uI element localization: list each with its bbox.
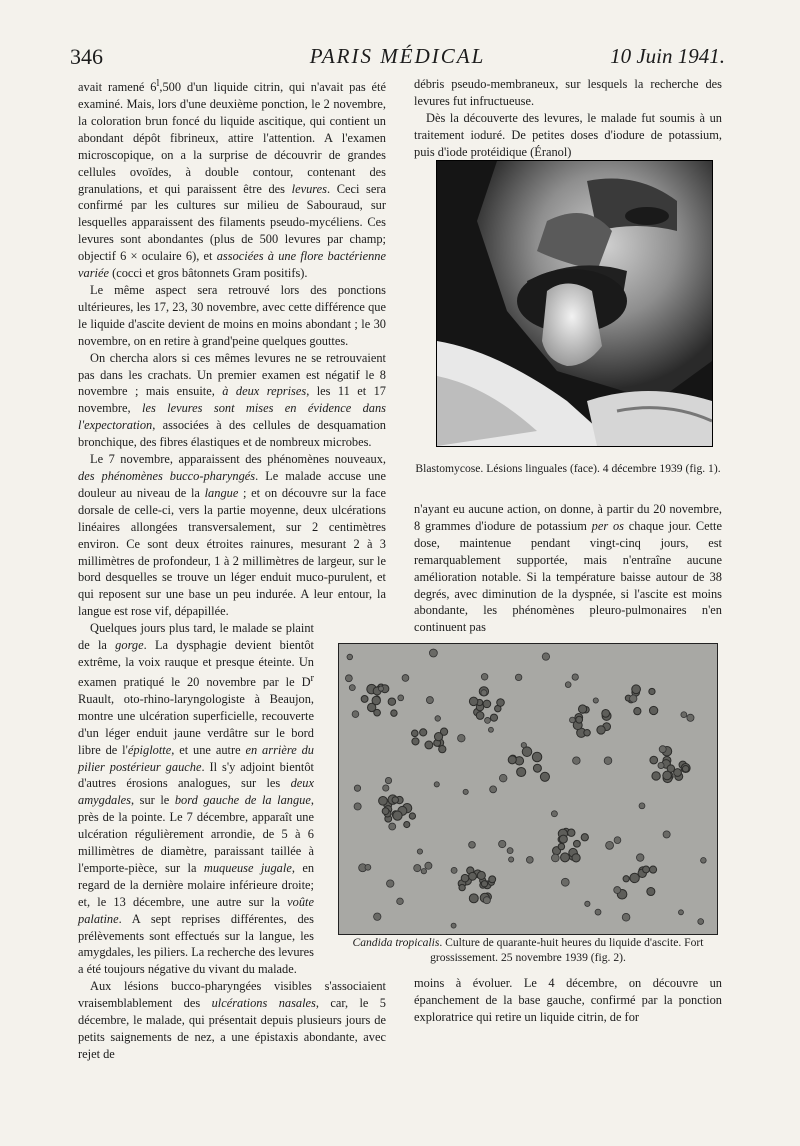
paragraph: moins à évoluer. Le 4 décembre, on découvre un épanchement de la base gauche, confirmé par la ponction exploratrice qui retire un liquide citrin, de for	[414, 976, 722, 1024]
issue-date: 10 Juin 1941.	[610, 44, 725, 68]
paragraph: Aux lésions bucco-pharyngées visibles s'associaient vraisemblablement des ulcérations nasales, car, le 5 décembre, le malade, qui présentait depuis plusieurs jours de petits saignements de nez, a une épistaxis abondante, avec rejet de	[78, 979, 386, 1061]
figure-1-photo	[436, 160, 713, 447]
right-column-bottom	[414, 975, 722, 1026]
figure-2-caption: Candida tropicalis. Culture de quarante-huit heures du liquide d'ascite. Fort grossissement. 25 novembre 1939 (fig. 2).	[352, 936, 704, 964]
paragraph: Le 7 novembre, apparaissent des phénomènes nouveaux, des phénomènes bucco-pharyngés. Le malade accuse une douleur au niveau de la langue ; et on découvre sur la face dorsale de celle-ci, vers la partie moyenne, deux ulcérations linéaires allongées transversalement, sur 2 centimètres environ. Ce sont deux étroites rainures, mesurant 2 à 3 millimètres de profondeur, 1 à 2 millimètres de largeur, sur le bord desquelles se trouve un léger enduit muco-purulent, et qui reposent sur une base un peu indurée. A leur entour, la langue est rose vif, dépapillée.	[78, 452, 386, 619]
figure-2-micrograph	[338, 643, 718, 935]
page-number: 346	[70, 44, 103, 69]
paragraph: Quelques jours plus tard, le malade se plaint de la gorge. La dysphagie devient bientôt extrême, la voix rauque et presque éteinte. Un examen pratiqué le 20 novembre par le $D^r$ Ruault, oto-rhino-laryngologiste à Beaujon, montre une ulcération superficielle, recouverte d'un léger enduit jaune verdâtre sur le bord libre de l'épiglotte, et une autre en arrière du pilier postérieur gauche. Il s'y adjoint bientôt d'autres érosions analogues, sur les deux amygdales, sur le bord gauche de la langue, près de la pointe. Le 7 décembre, apparaît une ulcération régulièrement arrondie, de 5 à 6 millimètres de diamètre, paraissant taillée à l'emporte-pièce, sur la muqueuse jugale, en regard de la dernière molaire inférieure droite; et, le 13 décembre, une autre sur la voûte palatine. A sept reprises différentes, des prélèvements sont effectués sur la langue, les amygdales, les piliers. La recherche des levures a été toujours négative du vivant du malade.	[78, 620, 386, 978]
paragraph: On chercha alors si ces mêmes levures ne se retrouvaient pas dans les crachats. Un premier examen est négatif le 8 novembre ; mais ensuite, à deux reprises, les 11 et 17 novembre, les levures sont mises en évidence dans l'expectoration, associées à des cellules de desquamation bronchique, des fibres élastiques et de nombreux microbes.	[78, 350, 387, 450]
paragraph: Le même aspect sera retrouvé lors des ponctions ultérieures, les 17, 23, 30 novembre, avec cette différence que le liquide d'ascite devient de moins en moins abondant ; le 30 novembre, on en retire à grand'peine quelques gouttes.	[78, 283, 386, 348]
figure-1-caption: Blastomycose. Lésions linguales (face). 4 décembre 1939 (fig. 1).	[415, 462, 721, 475]
patient-tongue-photo	[437, 161, 712, 446]
paragraph: n'ayant eu aucune action, on donne, à partir du 20 novembre, 8 grammes d'iodure de potassium per os chaque jour. Cette dose, maintenue pendant vingt-cinq jours, est remarquablement supportée, mais n'entraîne aucune amélioration notable. Si la température baisse autour de 38 degrés, avec diminution de la dyspnée, si l'ascite est moins abondante, les phénomènes pleuro-pulmonaires n'en continuent pas	[414, 502, 722, 635]
right-column-top	[414, 76, 722, 161]
running-header	[70, 44, 725, 74]
yeast-culture-micrograph	[339, 644, 717, 934]
paragraph: Dès la découverte des levures, le malade fut soumis à un traitement ioduré. De petites doses d'iodure de potassium, puis d'iode protéidique (Éranol)	[414, 110, 722, 159]
right-column-middle	[414, 501, 722, 636]
paragraph: débris pseudo-membraneux, sur lesquels la recherche des levures fut infructueuse.	[414, 77, 722, 108]
paragraph: avait ramené 6$^l$,500 d'un liquide citrin, qui n'avait pas été examiné. Mais, lors d'une deuxième ponction, le 2 novembre, la coloration brun foncé du liquide ascitique, qui contient un abondant dépôt fibrineux, attire l'attention. A l'examen microscopique, on a la surprise de découvrir de grandes cellules ovoïdes, à double contour, contenant des granulations, et qui paraissent être des levures. Ceci sera confirmé par les cultures sur milieu de Sabouraud, sur lesquelles apparaissent des filaments pseudo-mycéliens. Ces levures sont abondantes (plus de 500 levures par champ; objectif 6 × oculaire 6), et associées à une flore bactérienne variée (cocci et gros bâtonnets Gram positifs).	[78, 78, 387, 281]
journal-title: PARIS MÉDICAL	[309, 44, 486, 68]
